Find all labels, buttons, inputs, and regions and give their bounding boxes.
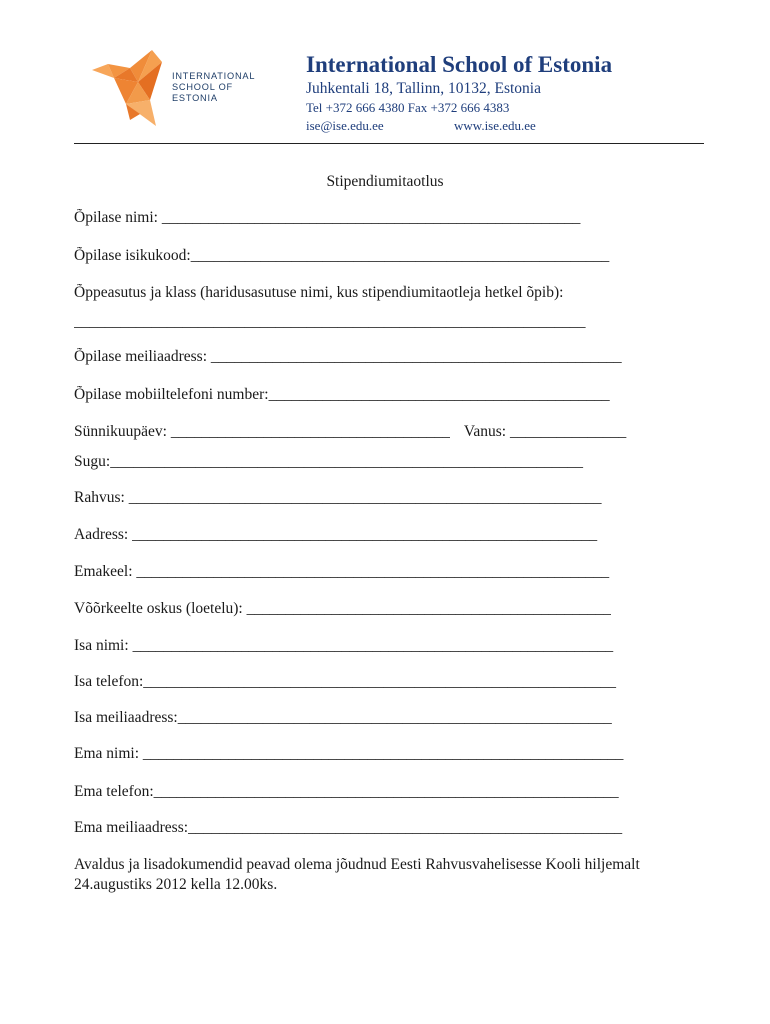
field-foreign-languages: Võõrkeelte oskus (loetelu): _______________________________________________ [74,600,611,617]
contact-email-web [306,118,536,134]
field-blank[interactable]: ________________________________________________________ [188,819,623,836]
phone-fax: Tel +372 666 4380 Fax +372 666 4383 [306,100,510,115]
field-blank[interactable]: __________________________________________________________________ [74,313,586,330]
website: www.ise.edu.ee [454,118,536,133]
field-blank[interactable]: _____________________________________________________________ [128,489,602,506]
logo [90,48,270,130]
field-gender: Sugu:_____________________________________________________________ [74,453,583,470]
field-mother-name: Ema nimi: ______________________________________________________________ [74,745,624,762]
field-mother-email: Ema meiliaadress:________________________________________________________ [74,819,623,836]
field-school-class-blank [74,313,714,331]
school-name: International School of Estonia [306,52,613,77]
logo-text: INTERNATIONAL SCHOOL OF ESTONIA [172,71,256,103]
field-blank[interactable]: _____________________________________________________ [210,348,622,365]
field-father-phone: Isa telefon:_____________________________________________________________ [74,673,617,690]
field-blank[interactable]: ____________________________________________________________ [132,526,598,543]
document-title: Stipendiumitaotlus [326,173,444,190]
field-father-email: Isa meiliaadress:________________________________________________________ [74,709,612,726]
email-address: ise@ise.edu.ee [306,118,384,133]
header-divider [74,143,704,144]
field-blank[interactable]: ______________________________________________________ [161,209,581,226]
field-student-email: Õpilase meiliaadress: _____________________________________________________ [74,348,622,365]
field-blank[interactable]: _______________________________________________ [246,600,611,617]
field-blank[interactable]: ____________________________________ [170,423,450,440]
field-father-name: Isa nimi: ______________________________________________________________ [74,637,614,654]
field-nationality: Rahvus: _____________________________________________________________ [74,489,602,506]
closing-note: Avaldus ja lisadokumendid peavad olema jõudnud Eesti Rahvusvahelisesse Kooli hiljemalt 24.augustiks 2012 kella 12.00ks. [74,856,640,893]
field-blank[interactable]: _____________________________________________________________ [110,453,583,470]
field-birthdate-age: Sünnikuupäev: ____________________________________ Vanus: _______________ [74,423,627,440]
field-mother-phone: Ema telefon:____________________________________________________________ [74,783,619,800]
field-address: Aadress: ____________________________________________________________ [74,526,598,543]
field-blank[interactable]: _____________________________________________________________ [143,673,617,690]
origami-bird-icon [90,48,168,130]
field-blank[interactable]: ____________________________________________________________ [153,783,619,800]
field-school-class: Õppeasutus ja klass (haridusasutuse nimi, kus stipendiumitaotleja hetkel õpib): [74,284,564,301]
field-blank[interactable]: ______________________________________________________________ [142,745,624,762]
field-blank[interactable]: ________________________________________________________ [177,709,612,726]
field-student-name: Õpilase nimi: ______________________________________________________ [74,209,581,226]
age-label: Vanus: [463,423,510,440]
field-blank[interactable]: _______________ [509,423,627,440]
field-student-mobile: Õpilase mobiiltelefoni number:____________________________________________ [74,386,610,403]
field-blank[interactable]: _____________________________________________________________ [136,563,610,580]
field-mother-tongue: Emakeel: _____________________________________________________________ [74,563,610,580]
field-blank[interactable]: ______________________________________________________________ [132,637,614,654]
field-student-id: Õpilase isikukood:______________________________________________________ [74,247,610,264]
field-blank[interactable]: ______________________________________________________ [190,247,610,264]
school-address: Juhkentali 18, Tallinn, 10132, Estonia [306,80,541,97]
field-blank[interactable]: ____________________________________________ [268,386,610,403]
